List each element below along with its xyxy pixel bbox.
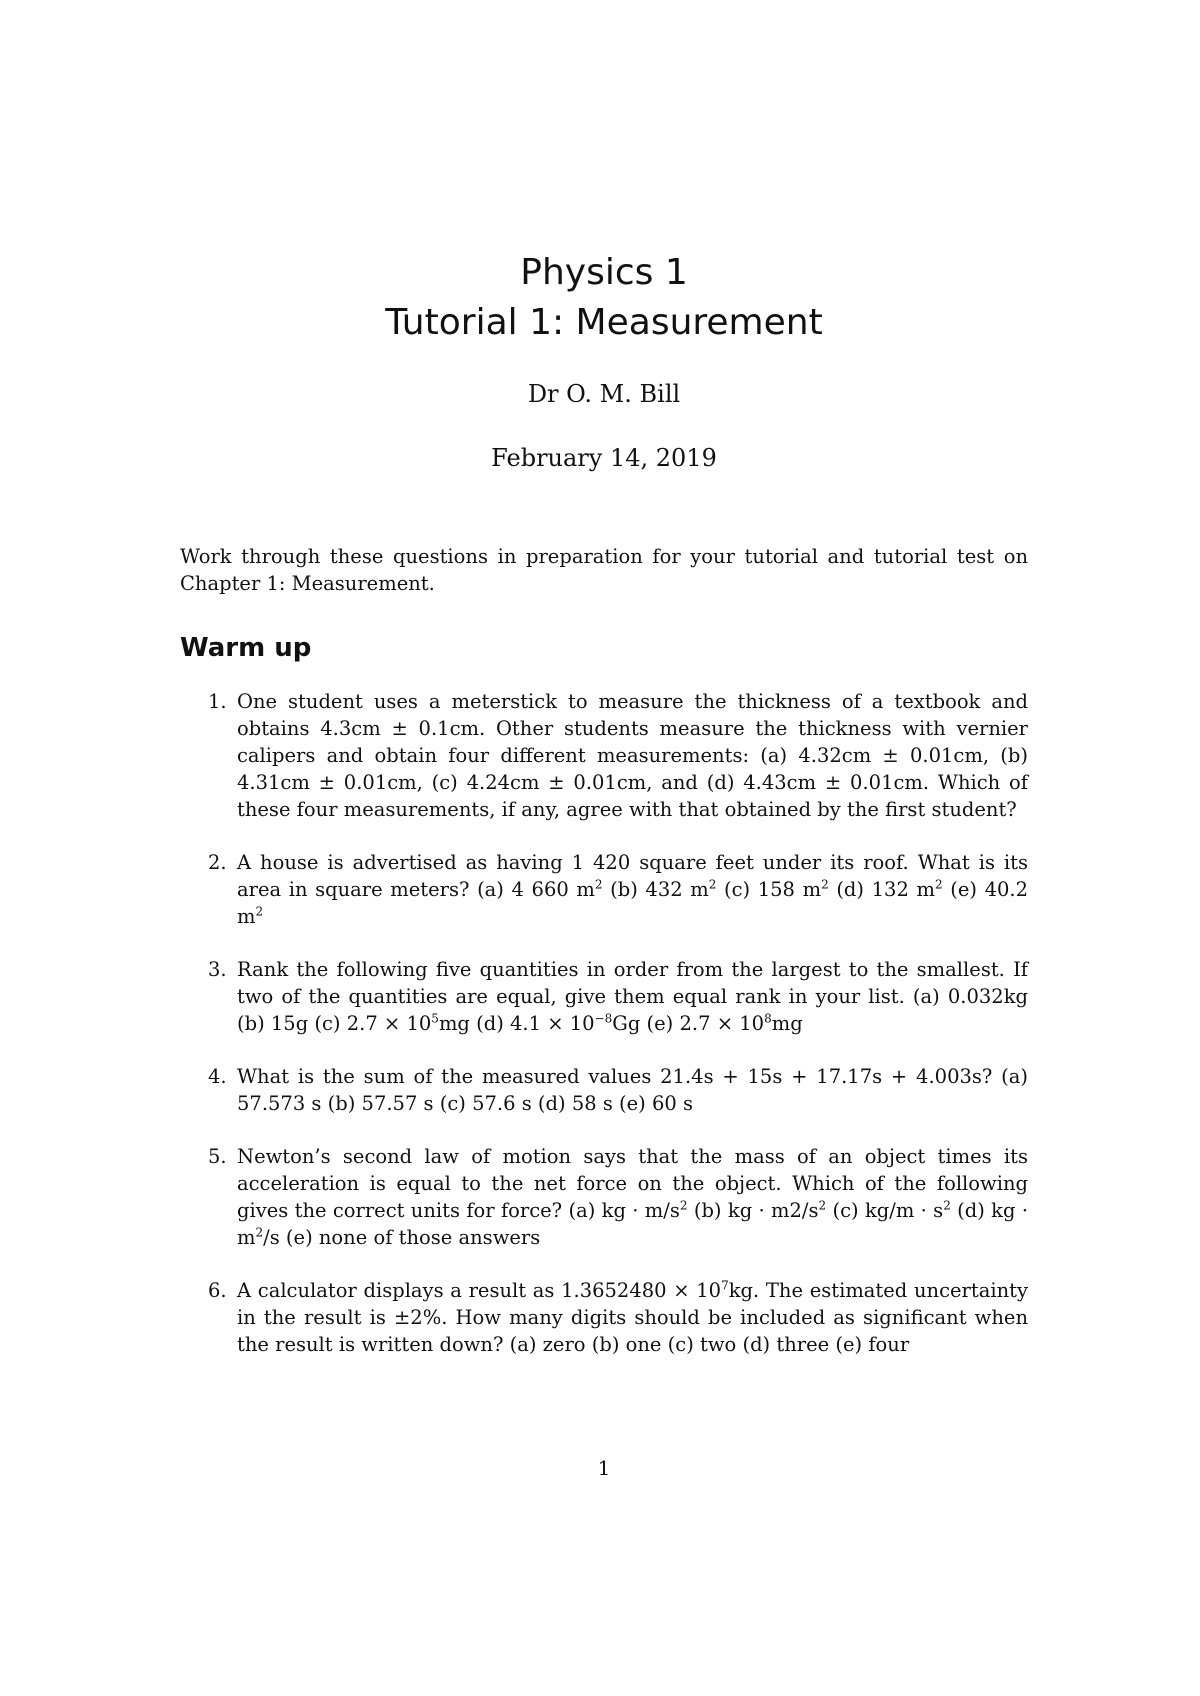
question-number: 5. xyxy=(208,1145,227,1168)
question-text: One student uses a meterstick to measure the thickness of a textbook and obtains 4.3cm ± 0.1cm. Other students measure the thickness with vernier calipers and obtain four different measurements: (a) 4.32cm ± 0.01cm, (b) 4.31cm ± 0.01cm, (c) 4.24cm ± 0.01cm, and (d) 4.43cm ± 0.01cm. Which of these four measurements, if any, agree with that obtained by the first student? xyxy=(237,690,1028,821)
question-text: What is the sum of the measured values 21.4s + 15s + 17.17s + 4.003s? (a) 57.573 s (b) 57.57 s (c) 57.6 s (d) 58 s (e) 60 s xyxy=(237,1065,1028,1115)
question-text: A calculator displays a result as $1.3652480 \times 10^7kg$. The estimated uncertainty in the result is ±2%. How many digits should be included as significant when the result is written down? (a) zero (b) one (c) two (d) three (e) four xyxy=(237,1278,1028,1356)
document-title xyxy=(0,248,1200,348)
question-number: 1. xyxy=(208,690,227,713)
author: Dr O. M. Bill xyxy=(527,380,681,408)
question-number: 3. xyxy=(208,958,227,981)
page-number: 1 xyxy=(597,1456,611,1480)
question-number: 2. xyxy=(208,851,227,874)
question-text: Newton’s second law of motion says that the mass of an object times its acceleration is equal to the net force on the object. Which of the following gives the correct units for force? (a) kg · $m/s^2$ (b) kg · $m2/s^2$ (c) $kg/m \cdot s^2$ (d) kg · $m^2/s$ (e) none of those answers xyxy=(237,1145,1029,1249)
title-line-2: Tutorial 1: Measurement xyxy=(385,302,823,343)
intro-paragraph: Work through these questions in preparation for your tutorial and tutorial test on Chapter 1: Measurement. xyxy=(180,545,1028,595)
title-line-1: Physics 1 xyxy=(520,252,688,293)
question-item xyxy=(180,1143,1028,1251)
question-number: 4. xyxy=(208,1065,227,1088)
question-item xyxy=(180,688,1028,823)
question-text: A house is advertised as having 1 420 square feet under its roof. What is its area in square meters? (a) 4 660 $m^2$ (b) 432 $m^2$ (c) 158 $m^2$ (d) 132 $m^2$ (e) 40.2 $m^2$ xyxy=(237,851,1029,928)
question-text: Rank the following five quantities in order from the largest to the smallest. If two of the quantities are equal, give them equal rank in your list. (a) 0.032kg (b) 15g (c) $2.7 \times 10^5mg$ (d) $4.1 \times 10^{-8}Gg$ (e) $2.7 \times 10^8mg$ xyxy=(237,958,1028,1035)
question-list xyxy=(180,688,1028,1384)
date: February 14, 2019 xyxy=(491,444,717,472)
question-item xyxy=(180,1277,1028,1358)
question-number: 6. xyxy=(208,1279,227,1302)
question-item xyxy=(180,956,1028,1037)
question-item xyxy=(180,1063,1028,1117)
section-heading: Warm up xyxy=(180,633,312,663)
question-item xyxy=(180,849,1028,930)
